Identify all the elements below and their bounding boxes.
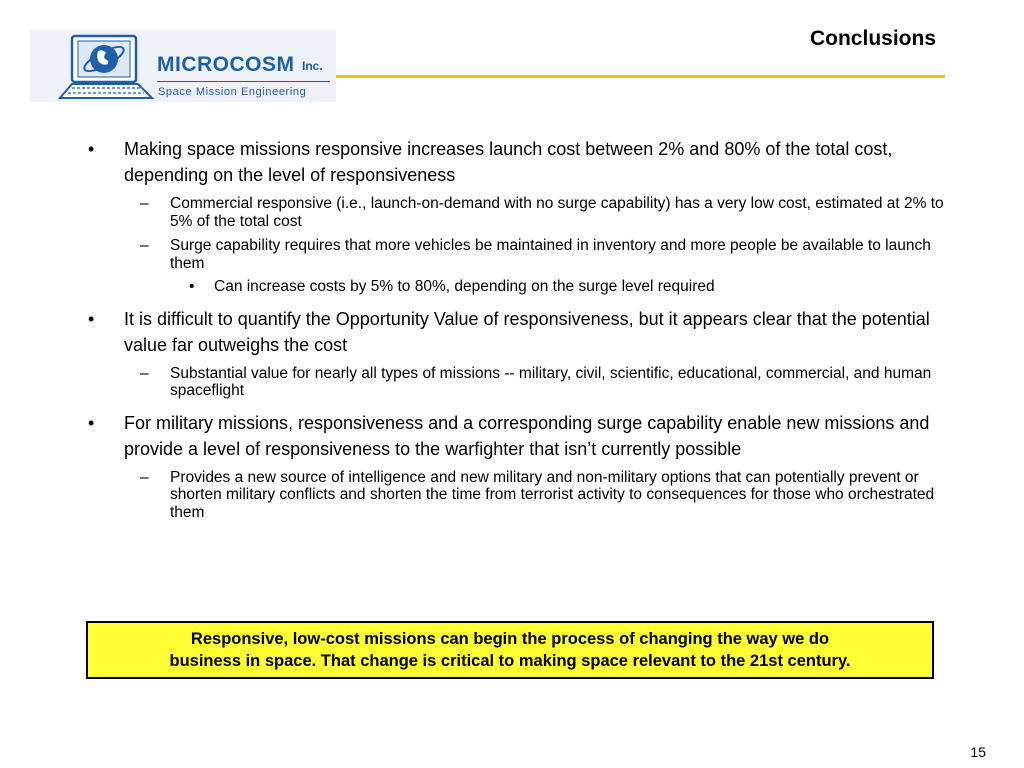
bullet-text: For military missions, responsiveness and a corresponding surge capability enable new missions and provide a level of responsiveness to the warfighter that isn’t currently possible bbox=[124, 412, 930, 459]
logo-divider bbox=[157, 81, 330, 82]
dash-marker: – bbox=[140, 364, 149, 382]
sub-bullet-text: Surge capability requires that more vehicles be maintained in inventory and more people be available to launch them bbox=[170, 237, 931, 272]
bullet-3 bbox=[84, 410, 944, 462]
logo-name: MICROCOSM bbox=[157, 53, 295, 76]
callout-text bbox=[169, 628, 850, 672]
sub-bullet-2-1 bbox=[84, 365, 944, 400]
bullet-2 bbox=[84, 306, 944, 358]
bullet-text: It is difficult to quantify the Opportunity Value of responsiveness, but it appears clear that the potential value far outweighs the cost bbox=[124, 308, 930, 355]
logo-tagline: Space Mission Engineering bbox=[158, 86, 307, 98]
dash-marker: – bbox=[140, 195, 149, 212]
slide-title: Conclusions bbox=[809, 27, 936, 50]
microcosm-logo bbox=[30, 30, 336, 102]
sub-sub-bullet-1-2-1 bbox=[84, 278, 944, 296]
dash-marker: – bbox=[140, 468, 149, 486]
bullet-marker: • bbox=[88, 139, 95, 159]
bullet-marker: • bbox=[189, 278, 195, 295]
sub-sub-bullet-text: Can increase costs by 5% to 80%, depending on the surge level required bbox=[214, 278, 715, 295]
title-underline bbox=[336, 75, 945, 78]
sub-bullet-1-1 bbox=[84, 195, 944, 230]
callout-box bbox=[86, 621, 934, 679]
bullet-list bbox=[84, 136, 944, 521]
page-number: 15 bbox=[970, 744, 986, 760]
laptop-globe-icon bbox=[58, 32, 154, 102]
logo-suffix: Inc. bbox=[302, 59, 323, 73]
bullet-1 bbox=[84, 136, 944, 188]
bullet-marker: • bbox=[88, 412, 95, 433]
bullet-marker: • bbox=[88, 308, 95, 329]
dash-marker: – bbox=[140, 237, 149, 254]
callout-line-1: Responsive, low-cost missions can begin the process of changing the way we do bbox=[190, 630, 830, 648]
callout-line-2: business in space. That change is critical to making space relevant to the 21st century. bbox=[169, 652, 851, 670]
sub-bullet-text: Substantial value for nearly all types of missions -- military, civil, scientific, educational, commercial, and human spaceflight bbox=[170, 364, 932, 399]
sub-bullet-text: Commercial responsive (i.e., launch-on-demand with no surge capability) has a very low cost, estimated at 2% to 5% of the total cost bbox=[170, 195, 944, 230]
sub-bullet-1-2 bbox=[84, 237, 944, 272]
bullet-text: Making space missions responsive increases launch cost between 2% and 80% of the total cost, depending on the level of responsiveness bbox=[124, 139, 893, 185]
sub-bullet-3-1 bbox=[84, 469, 944, 522]
sub-bullet-text: Provides a new source of intelligence and new military and non-military options that can potentially prevent or shorten military conflicts and shorten the time from terrorist activity to consequences for those who orchestrated them bbox=[170, 468, 935, 521]
